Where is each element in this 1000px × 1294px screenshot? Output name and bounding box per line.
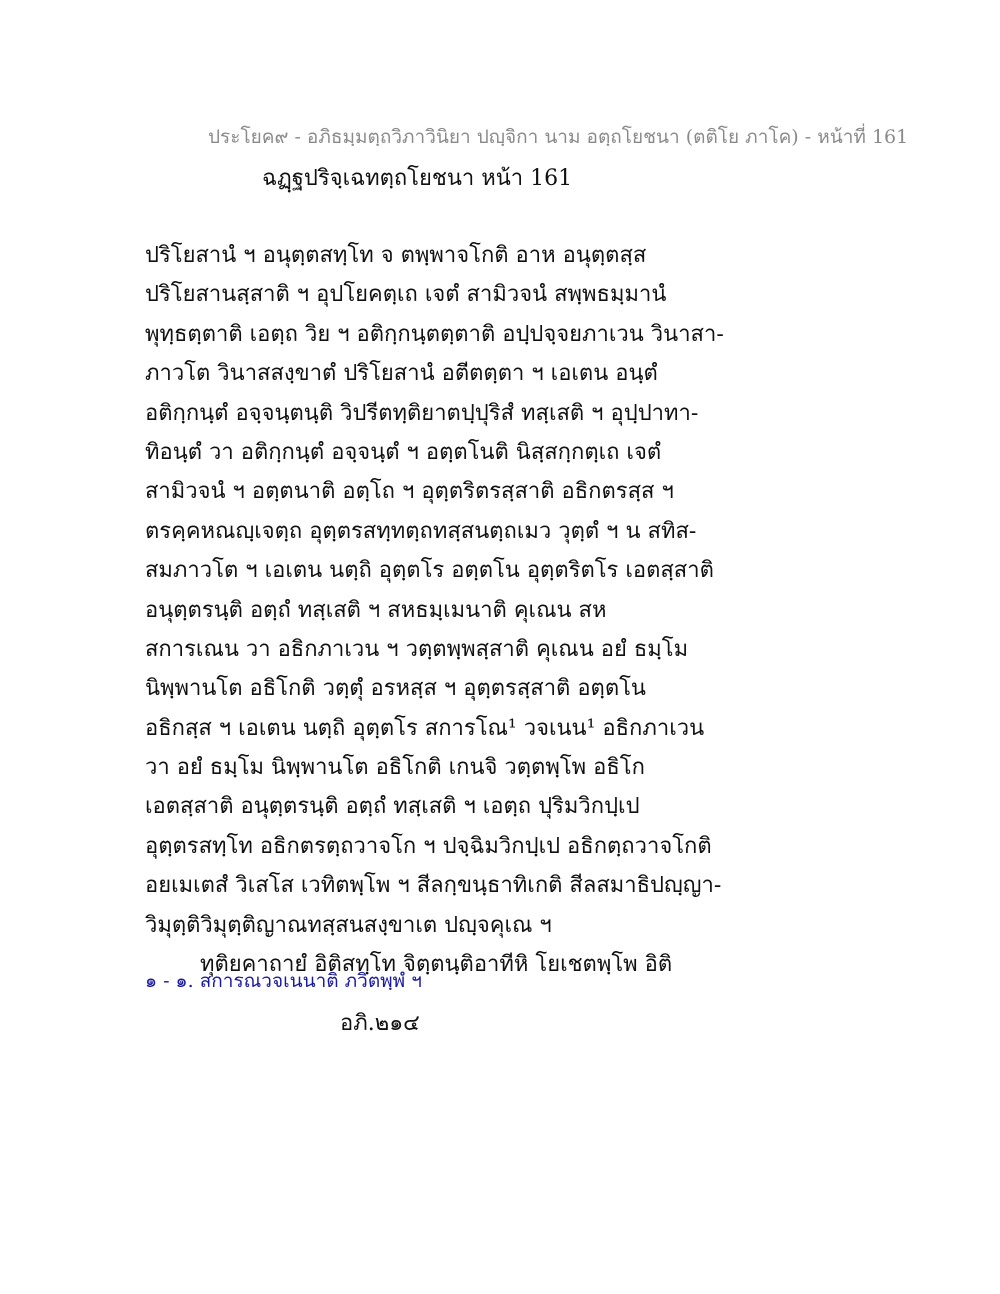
body-line: สการเณน วา อธิกภาเวน ฯ วตฺตพฺพสฺสาติ คุเณน อยํ ธมฺโม xyxy=(145,636,689,662)
body-line: อุตฺตรสทฺโท อธิกตรตฺถวาจโก ฯ ปจฺฉิมวิกปฺเป อธิกตฺถวาจโกติ xyxy=(145,833,712,859)
body-line: พุทฺธตฺตาติ เอตฺถ วิย ฯ อติกฺกนฺตตฺตาติ อปฺปจฺจยภาเวน วินาสา- xyxy=(145,321,724,347)
footnote: ๑ - ๑. สการณวจเนนาติ ภวิตพฺพํ ฯ xyxy=(145,970,422,992)
section-title: ฉฏฺฐปริจฺเฉทตฺถโยชนา หน้า 161 xyxy=(262,166,573,191)
body-line: สมภาวโต ฯ เอเตน นตฺถิ อุตฺตโร อตฺตโน อุตฺตริตโร เอตสฺสาติ xyxy=(145,558,714,584)
body-line: อติกฺกนฺตํ อจฺจนฺตนฺติ วิปรีตทฺติยาตปฺปุริสํ ทสฺเสติ ฯ อุปฺปาทา- xyxy=(145,400,699,426)
body-line: วา อยํ ธมฺโม นิพฺพานโต อธิโกติ เกนจิ วตฺตพฺโพ อธิโก xyxy=(145,755,645,781)
body-line: ตรคฺคหณญฺเจตฺถ อุตฺตรสทฺทตฺถทสฺสนตฺถเมว วุตฺตํ ฯ น สทิส- xyxy=(145,518,697,544)
body-line-indented: ทุติยคาถายํ อิติสทฺโท จิตฺตนฺติอาทีหิ โยเชตพฺโพ อิติ xyxy=(200,952,673,978)
body-line: วิมุตฺติวิมุตฺติญาณทสฺสนสงฺขาเต ปญฺจคุเณ ฯ xyxy=(145,912,552,938)
body-line: สามิวจนํ ฯ อตฺตนาติ อตฺโถ ฯ อุตฺตริตรสฺสาติ อธิกตรสฺส ฯ xyxy=(145,479,674,505)
page-reference: อภิ.๒๑๔ xyxy=(340,1011,420,1036)
body-line: อนุตฺตรนฺติ อตฺถํ ทสฺเสติ ฯ สหธมฺเมนาติ คุเณน สห xyxy=(145,597,607,623)
body-line: ภาวโต วินาสสงฺขาตํ ปริโยสานํ อตีตตฺตา ฯ เอเตน อนฺตํ xyxy=(145,361,658,387)
body-line: ปริโยสานํ ฯ อนุตฺตสทฺโท จ ตพฺพาจโกติ อาห อนุตฺตสฺส xyxy=(145,243,647,268)
body-line: เอตสฺสาติ อนุตฺตรนฺติ อตฺถํ ทสฺเสติ ฯ เอตฺถ ปุริมวิกปฺเป xyxy=(145,794,640,820)
body-line: อธิกสฺส ฯ เอเตน นตฺถิ อุตฺตโร สการโณ¹ วจเนน¹ อธิกภาเวน xyxy=(145,715,705,741)
body-line: นิพฺพานโต อธิโกติ วตฺตุํ อรหสฺส ฯ อุตฺตรสฺสาติ อตฺตโน xyxy=(145,676,646,702)
body-line: อยเมเตสํ วิเสโส เวทิตพฺโพ ฯ สีลกฺขนฺธาทิเกติ สีลสมาธิปญฺญา- xyxy=(145,873,722,899)
body-line: ปริโยสานสฺสาติ ฯ อุปโยคตฺเถ เจตํ สามิวจนํ สพฺพธมฺมานํ xyxy=(145,282,667,308)
body-text xyxy=(145,236,745,984)
running-header: ประโยค๙ - อภิธมฺมตฺถวิภาวินิยา ปญฺจิกา นาม อตฺถโยชนา (ตติโย ภาโค) - หน้าที่ 161 xyxy=(208,126,909,148)
body-line: ทิอนฺตํ วา อติกฺกนฺตํ อจฺจนฺตํ ฯ อตฺตโนติ นิสฺสกฺกตฺเถ เจตํ xyxy=(145,439,662,465)
